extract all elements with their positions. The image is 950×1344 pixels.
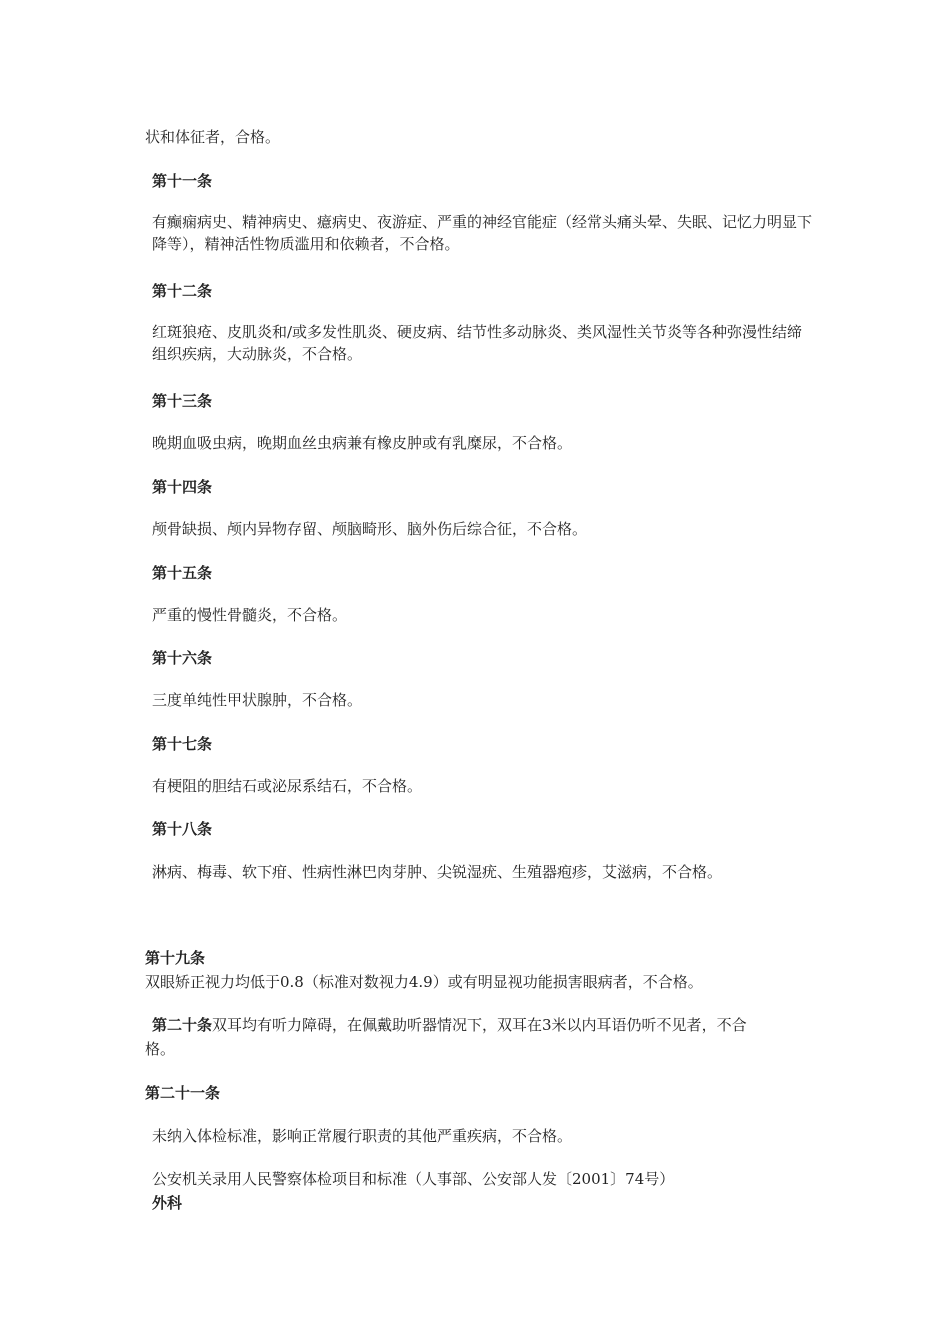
article-18-text: 淋病、梅毒、软下疳、性病性淋巴肉芽肿、尖锐湿疣、生殖器疱疹，艾滋病，不合格。 xyxy=(152,863,723,881)
article-12-heading: 第十二条 xyxy=(152,282,213,300)
article-11-heading: 第十一条 xyxy=(152,172,213,190)
article-11-text: 有癫痫病史、精神病史、癔病史、夜游症、严重的神经官能症（经常头痛头晕、失眠、记忆力明显下降等），精神活性物质滥用和依赖者，不合格。 xyxy=(152,213,813,253)
article-19-heading: 第十九条 xyxy=(145,949,206,967)
article-20-text-line2: 格。 xyxy=(145,1040,176,1058)
article-17-text: 有梗阻的胆结石或泌尿系结石，不合格。 xyxy=(152,777,423,795)
article-16-text: 三度单纯性甲状腺肿，不合格。 xyxy=(152,691,363,709)
article-19-text: 双眼矫正视力均低于0.8（标准对数视力4.9）或有明显视功能损害眼病者，不合格。 xyxy=(145,973,703,991)
article-13-heading: 第十三条 xyxy=(152,392,213,410)
article-16-heading: 第十六条 xyxy=(152,649,213,667)
article-21-heading: 第二十一条 xyxy=(145,1084,221,1102)
article-14-heading: 第十四条 xyxy=(152,478,213,496)
intro-tail-text: 状和体征者，合格。 xyxy=(145,128,281,146)
article-14-text: 颅骨缺损、颅内异物存留、颅脑畸形、脑外伤后综合征，不合格。 xyxy=(152,520,588,538)
section-heading: 外科 xyxy=(152,1194,183,1212)
article-15-heading: 第十五条 xyxy=(152,564,213,582)
article-15-text: 严重的慢性骨髓炎，不合格。 xyxy=(152,606,348,624)
article-21-text: 未纳入体检标准，影响正常履行职责的其他严重疾病，不合格。 xyxy=(152,1127,573,1145)
appendix-title: 公安机关录用人民警察体检项目和标准（人事部、公安部人发〔2001〕74号） xyxy=(152,1170,675,1188)
article-13-text: 晚期血吸虫病，晚期血丝虫病兼有橡皮肿或有乳糜尿，不合格。 xyxy=(152,434,573,452)
article-12-text: 红斑狼疮、皮肌炎和/或多发性肌炎、硬皮病、结节性多动脉炎、类风湿性关节炎等各种弥漫性结缔组织疾病，大动脉炎，不合格。 xyxy=(152,323,803,363)
article-20-heading: 第二十条 xyxy=(152,1016,213,1034)
article-17-heading: 第十七条 xyxy=(152,735,213,753)
article-20-text: 双耳均有听力障碍，在佩戴助听器情况下，双耳在3米以内耳语仍听不见者，不合 xyxy=(212,1016,747,1034)
article-18-heading: 第十八条 xyxy=(152,820,213,838)
article-20-line1 xyxy=(152,1014,822,1036)
